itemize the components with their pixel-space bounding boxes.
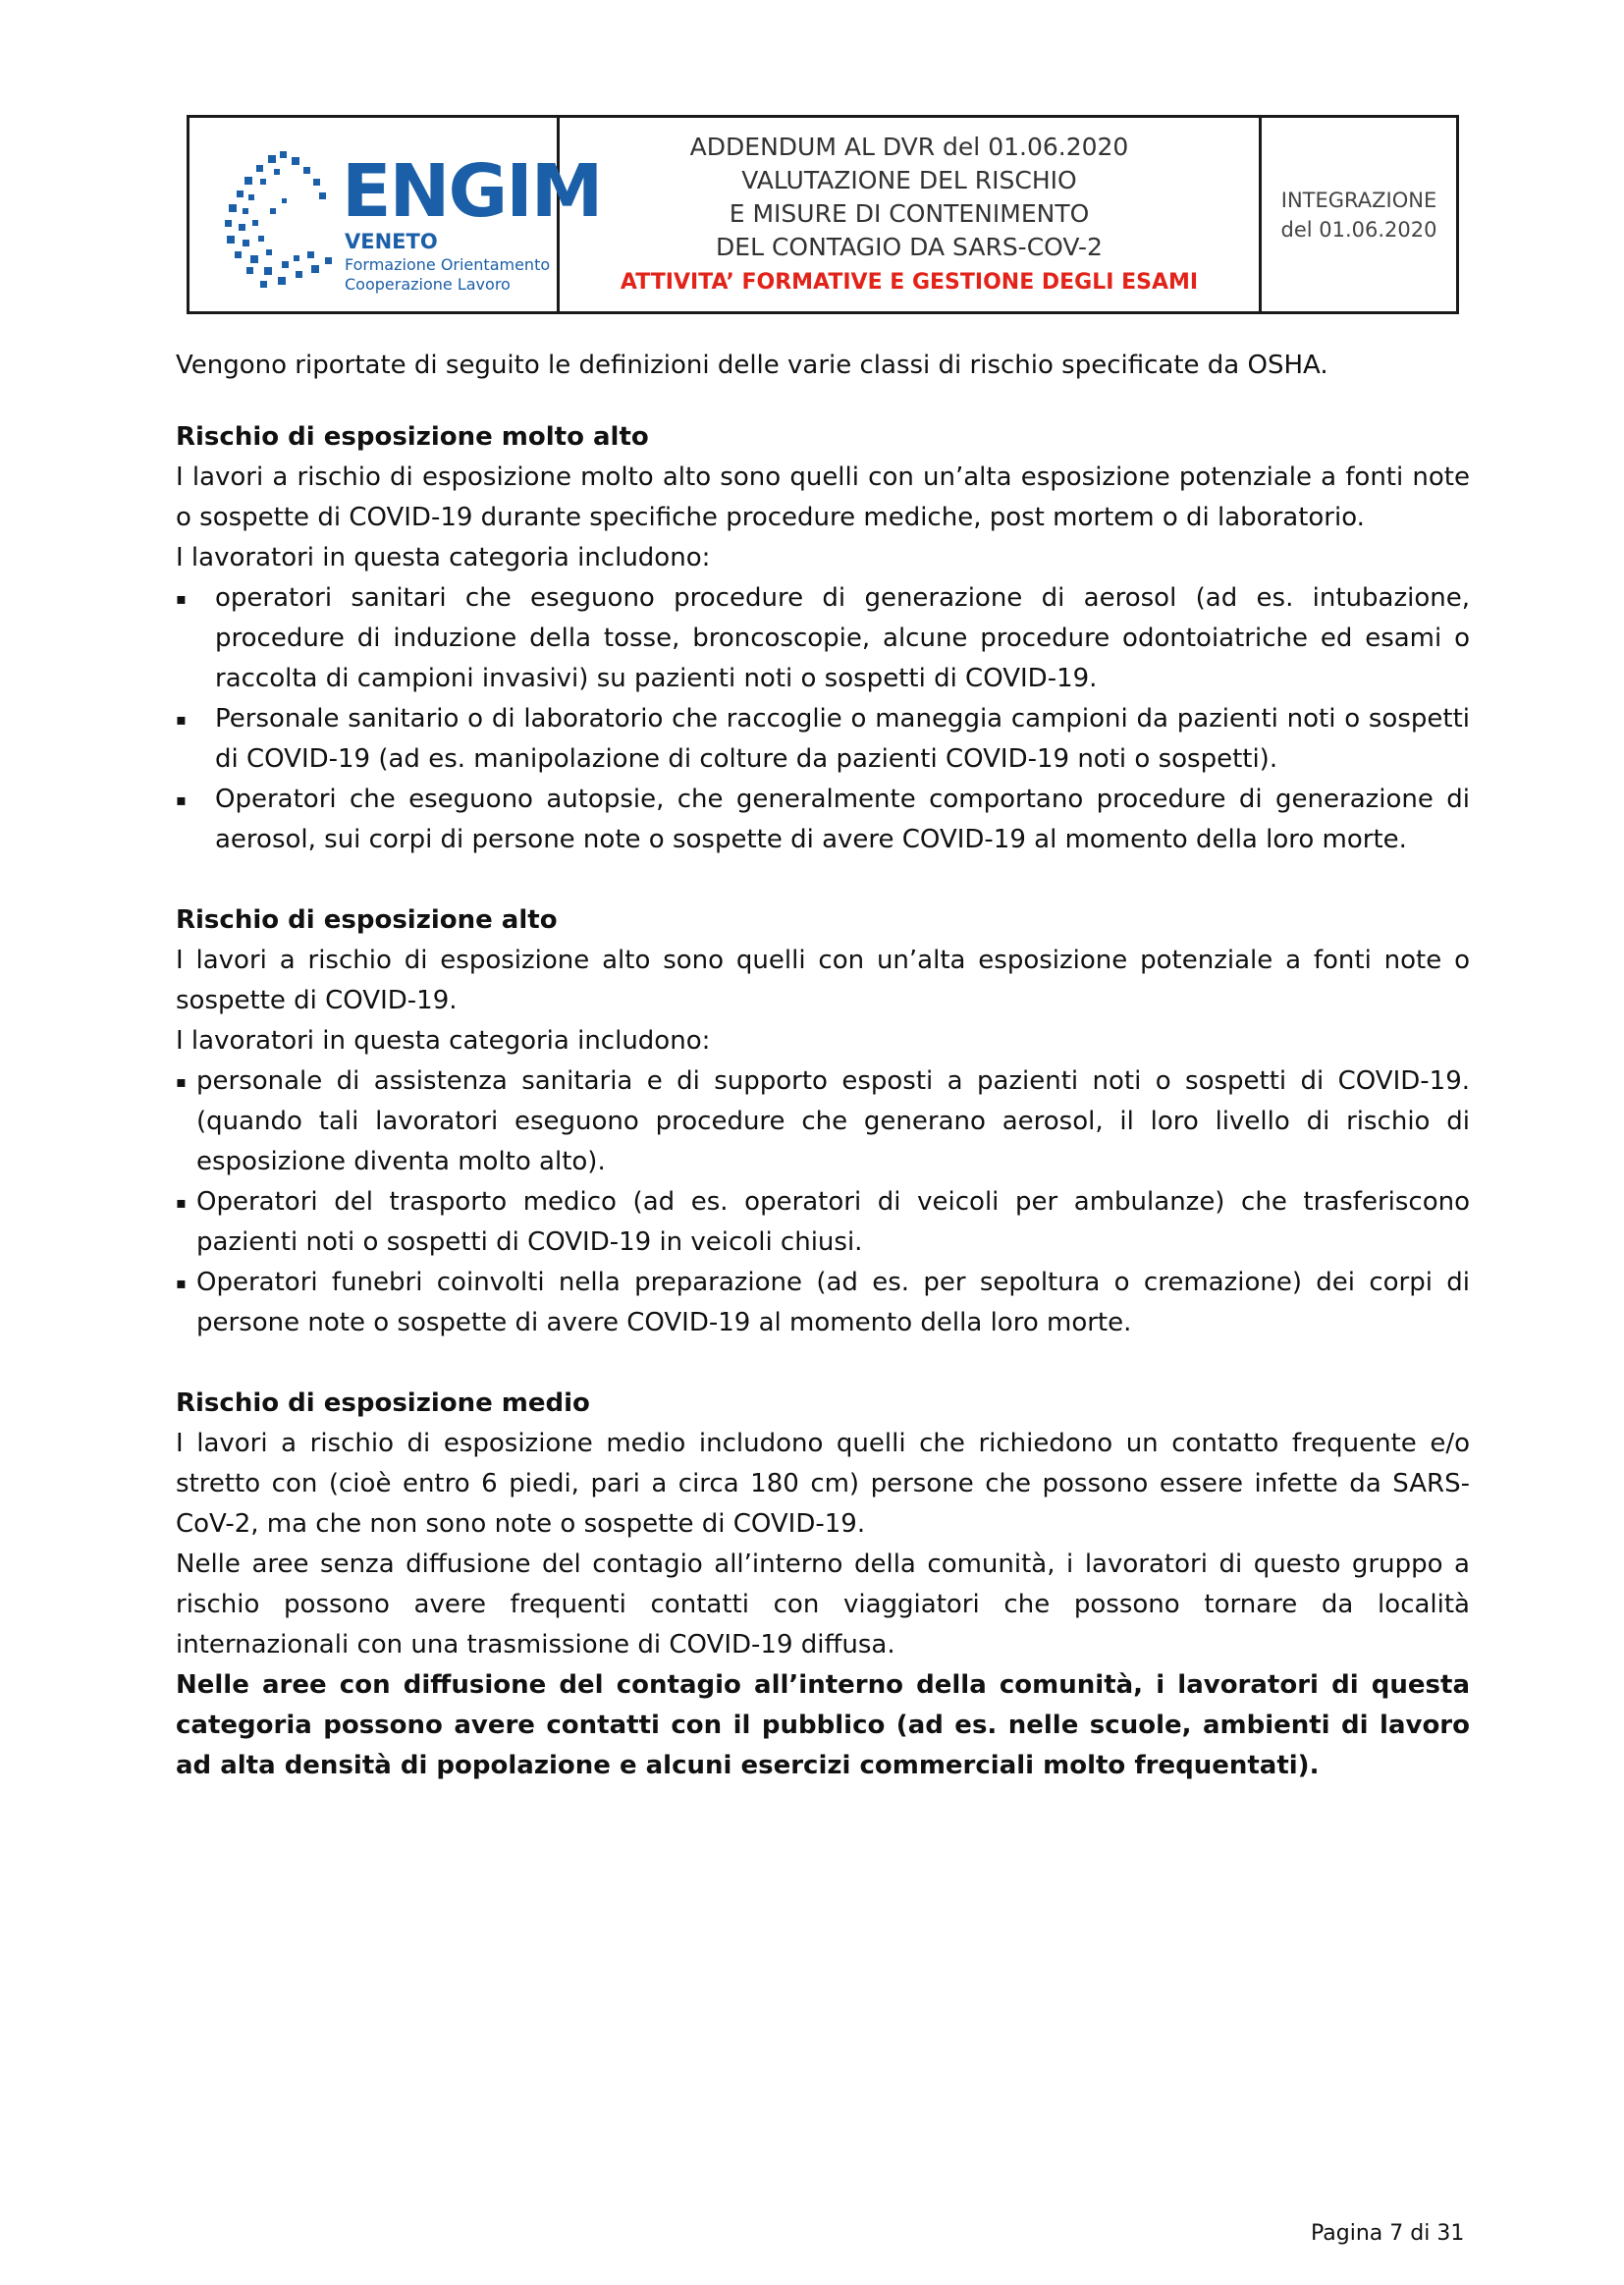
- bullet-icon: ▪: [176, 710, 187, 729]
- header-title-cell: [560, 118, 1262, 311]
- list-item-text: Operatori del trasporto medico (ad es. operatori di veicoli per ambulanze) che trasferiscono pazienti noti o sospetti di COVID-19 in veicoli chiusi.: [196, 1187, 1470, 1257]
- bullet-list-alto: [176, 1061, 1470, 1343]
- logo-cell: [189, 118, 602, 311]
- section-lead: I lavoratori in questa categoria includono:: [176, 1026, 711, 1056]
- document-body: [176, 346, 1470, 1786]
- logo-region: VENETO: [345, 230, 438, 253]
- logo-wordmark: ENGIM: [342, 149, 602, 234]
- list-item: [176, 1061, 1470, 1182]
- list-item: [176, 780, 1470, 860]
- bullet-icon: ▪: [176, 1072, 187, 1091]
- section-paragraph: I lavori a rischio di esposizione medio includono quelli che richiedono un contatto frequente e/o stretto con (cioè entro 6 piedi, pari a circa 180 cm) persone che possono essere infette da SARS-CoV-2, ma che non sono note o sospette di COVID-19.: [176, 1429, 1470, 1539]
- bullet-icon: ▪: [176, 589, 187, 608]
- bullet-icon: ▪: [176, 1274, 187, 1292]
- intro-paragraph: Vengono riportate di seguito le definizioni delle varie classi di rischio specificate da OSHA.: [176, 351, 1328, 380]
- header-title-line-1: ADDENDUM AL DVR del 01.06.2020: [689, 132, 1129, 161]
- section-heading-molto-alto: Rischio di esposizione molto alto: [176, 422, 649, 452]
- header-subtitle-red: ATTIVITA’ FORMATIVE E GESTIONE DEGLI ESAMI: [620, 269, 1199, 295]
- bullet-icon: ▪: [176, 790, 187, 809]
- list-item: [176, 1263, 1470, 1343]
- list-item-text: Operatori che eseguono autopsie, che generalmente comportano procedure di generazione di aerosol, sui corpi di persone note o sospette di avere COVID-19 al momento della loro morte.: [215, 785, 1470, 854]
- document-header: [187, 115, 1459, 314]
- list-item: [176, 699, 1470, 780]
- header-title-line-2: VALUTAZIONE DEL RISCHIO: [741, 165, 1077, 194]
- list-item-text: Operatori funebri coinvolti nella preparazione (ad es. per sepoltura o cremazione) dei corpi di persone note o sospette di avere COVID-19 al momento della loro morte.: [196, 1268, 1470, 1337]
- section-heading-medio: Rischio di esposizione medio: [176, 1388, 590, 1418]
- section-paragraph: I lavori a rischio di esposizione alto sono quelli con un’alta esposizione potenziale a fonti note o sospette di COVID-19.: [176, 946, 1470, 1015]
- header-revision-cell: [1262, 118, 1456, 311]
- bullet-icon: ▪: [176, 1193, 187, 1212]
- header-title-line-4: DEL CONTAGIO DA SARS-COV-2: [716, 232, 1103, 261]
- logo-tagline-2: Cooperazione Lavoro: [345, 275, 511, 294]
- section-paragraph: Nelle aree senza diffusione del contagio all’interno della comunità, i lavoratori di questo gruppo a rischio possono avere frequenti contatti con viaggiatori che possono tornare da località internazionali con una trasmissione di COVID-19 diffusa.: [176, 1550, 1470, 1659]
- revision-label: INTEGRAZIONE: [1280, 188, 1437, 212]
- section-lead: I lavoratori in questa categoria includono:: [176, 543, 711, 572]
- logo-tagline-1: Formazione Orientamento: [345, 255, 551, 274]
- list-item-text: personale di assistenza sanitaria e di supporto esposti a pazienti noti o sospetti di COVID-19. (quando tali lavoratori eseguono procedure che generano aerosol, il loro livello di rischio di esposizione diventa molto alto).: [196, 1066, 1470, 1176]
- list-item: [176, 1182, 1470, 1263]
- list-item: [176, 578, 1470, 699]
- revision-date: del 01.06.2020: [1280, 217, 1437, 242]
- section-heading-alto: Rischio di esposizione alto: [176, 905, 558, 935]
- page-number: Pagina 7 di 31: [1311, 2221, 1465, 2246]
- engim-logo-mark: [209, 147, 347, 295]
- section-paragraph-bold: Nelle aree con diffusione del contagio all’interno della comunità, i lavoratori di questa categoria possono avere contatti con il pubblico (ad es. nelle scuole, ambienti di lavoro ad alta densità di popolazione e alcuni esercizi commerciali molto frequentati).: [176, 1670, 1470, 1780]
- header-title-line-3: E MISURE DI CONTENIMENTO: [729, 198, 1090, 228]
- section-paragraph: I lavori a rischio di esposizione molto alto sono quelli con un’alta esposizione potenziale a fonti note o sospette di COVID-19 durante specifiche procedure mediche, post mortem o di laboratorio.: [176, 462, 1470, 532]
- bullet-list-molto-alto: [176, 578, 1470, 860]
- list-item-text: Personale sanitario o di laboratorio che raccoglie o maneggia campioni da pazienti noti o sospetti di COVID-19 (ad es. manipolazione di colture da pazienti COVID-19 noti o sospetti).: [215, 704, 1470, 774]
- list-item-text: operatori sanitari che eseguono procedure di generazione di aerosol (ad es. intubazione, procedure di induzione della tosse, broncoscopie, alcune procedure odontoiatriche ed esami o raccolta di campioni invasivi) su pazienti noti o sospetti di COVID-19.: [215, 583, 1470, 693]
